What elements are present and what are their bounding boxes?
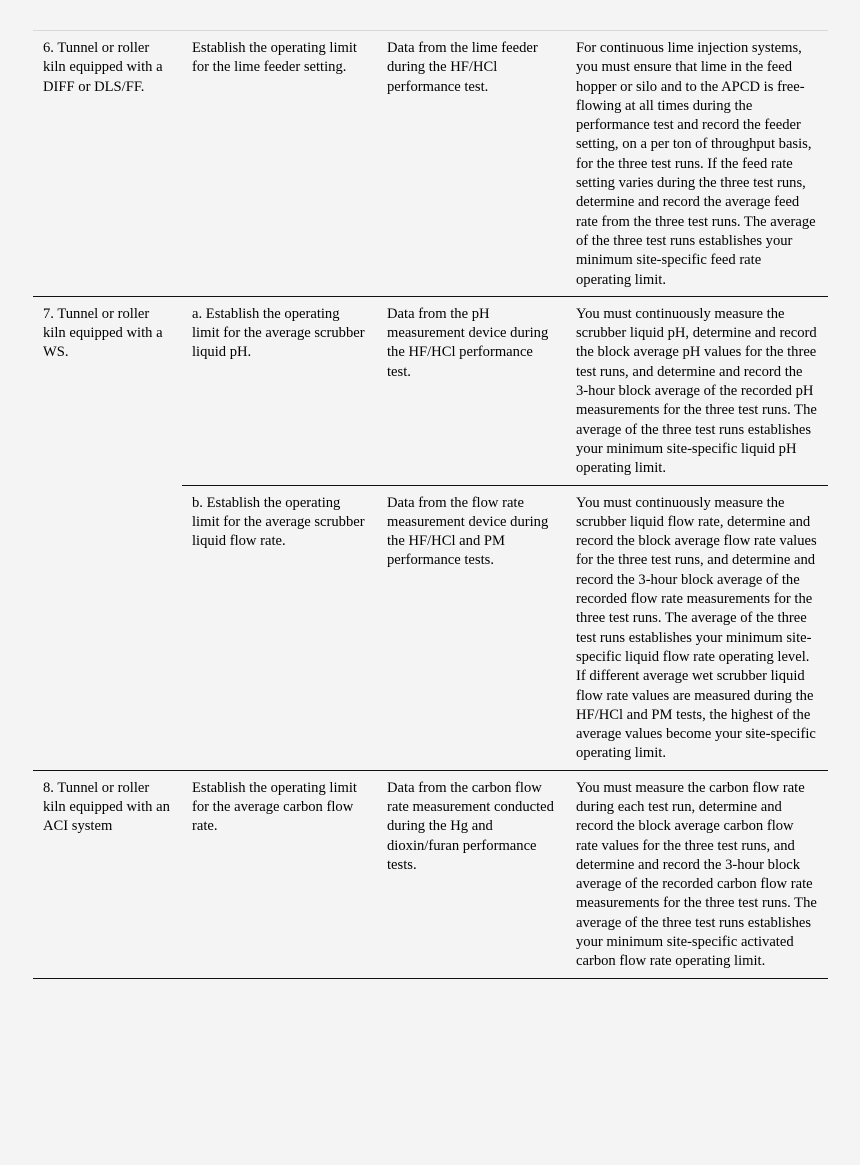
- cell-source-category: [33, 31, 182, 297]
- data-source-text: Data from the lime feeder during the HF/HCl performance test.: [387, 40, 542, 95]
- cell-source-category: [33, 770, 182, 978]
- cell-procedure: [566, 31, 828, 297]
- cell-data-source: [377, 485, 566, 770]
- cell-procedure: [566, 296, 828, 485]
- cell-operating-limit: [182, 296, 377, 485]
- procedure-text: For continuous lime injection systems, you must ensure that lime in the feed hopper or silo and to the APCD is free-flowing at all times during the performance test and record the feeder setting, on a per ton of throughput basis, for the three test runs. If the feed rate setting varies during the three test runs, determine and record the average feed rate from the three test runs. The average of the three test runs establishes your minimum site-specific feed rate operating limit.: [576, 40, 820, 288]
- regulatory-requirements-table: [33, 30, 828, 979]
- source-category-text: 8. Tunnel or roller kiln equipped with an ACI system: [43, 779, 173, 835]
- procedure-text: You must continuously measure the scrubber liquid flow rate, determine and record the block average flow rate values for the three test runs, and determine and record the 3-hour block average of the recorded flow rate measurements for the three test runs. The average of the three test runs establishes your minimum site-specific liquid flow rate operating level. If different average wet scrubber liquid flow rate values are measured during the HF/HCl and PM tests, the highest of the average values become your site-specific operating limit.: [576, 494, 821, 762]
- cell-procedure: [566, 770, 828, 978]
- cell-data-source: [377, 31, 566, 297]
- cell-procedure: [566, 485, 828, 770]
- cell-operating-limit: [182, 485, 377, 770]
- source-category-text: 6. Tunnel or roller kiln equipped with a DIFF or DLS/FF.: [43, 40, 167, 95]
- operating-limit-text: Establish the operating limit for the lime feeder setting.: [192, 40, 361, 76]
- cell-source-category: [33, 296, 182, 770]
- table-row: [33, 31, 828, 297]
- operating-limit-text: Establish the operating limit for the average carbon flow rate.: [192, 779, 361, 835]
- cell-data-source: [377, 296, 566, 485]
- operating-limit-text: b. Establish the operating limit for the average scrubber liquid flow rate.: [192, 494, 369, 550]
- cell-operating-limit: [182, 770, 377, 978]
- cell-data-source: [377, 770, 566, 978]
- procedure-text: You must continuously measure the scrubber liquid pH, determine and record the block average pH values for the three test runs, and determine and record the 3-hour block average of the recorded pH measurements for the three test runs. The average of the three test runs establishes your minimum site-specific liquid pH operating limit.: [576, 305, 821, 477]
- data-source-text: Data from the pH measurement device during the HF/HCl performance test.: [387, 305, 552, 380]
- table-row: [33, 770, 828, 978]
- data-source-text: Data from the carbon flow rate measurement conducted during the Hg and dioxin/furan performance tests.: [387, 779, 558, 873]
- table-row: [33, 296, 828, 485]
- procedure-text: You must measure the carbon flow rate during each test run, determine and record the block average carbon flow rate values for the three test runs, and determine and record the 3-hour block average of the recorded carbon flow rate measurements for the three test runs. The average of the three test runs establishes your minimum site-specific activated carbon flow rate operating limit.: [576, 779, 821, 970]
- source-category-text: 7. Tunnel or roller kiln equipped with a WS.: [43, 305, 166, 361]
- data-source-text: Data from the flow rate measurement device during the HF/HCl and PM performance tests.: [387, 494, 552, 569]
- operating-limit-text: a. Establish the operating limit for the average scrubber liquid pH.: [192, 305, 369, 361]
- cell-operating-limit: [182, 31, 377, 297]
